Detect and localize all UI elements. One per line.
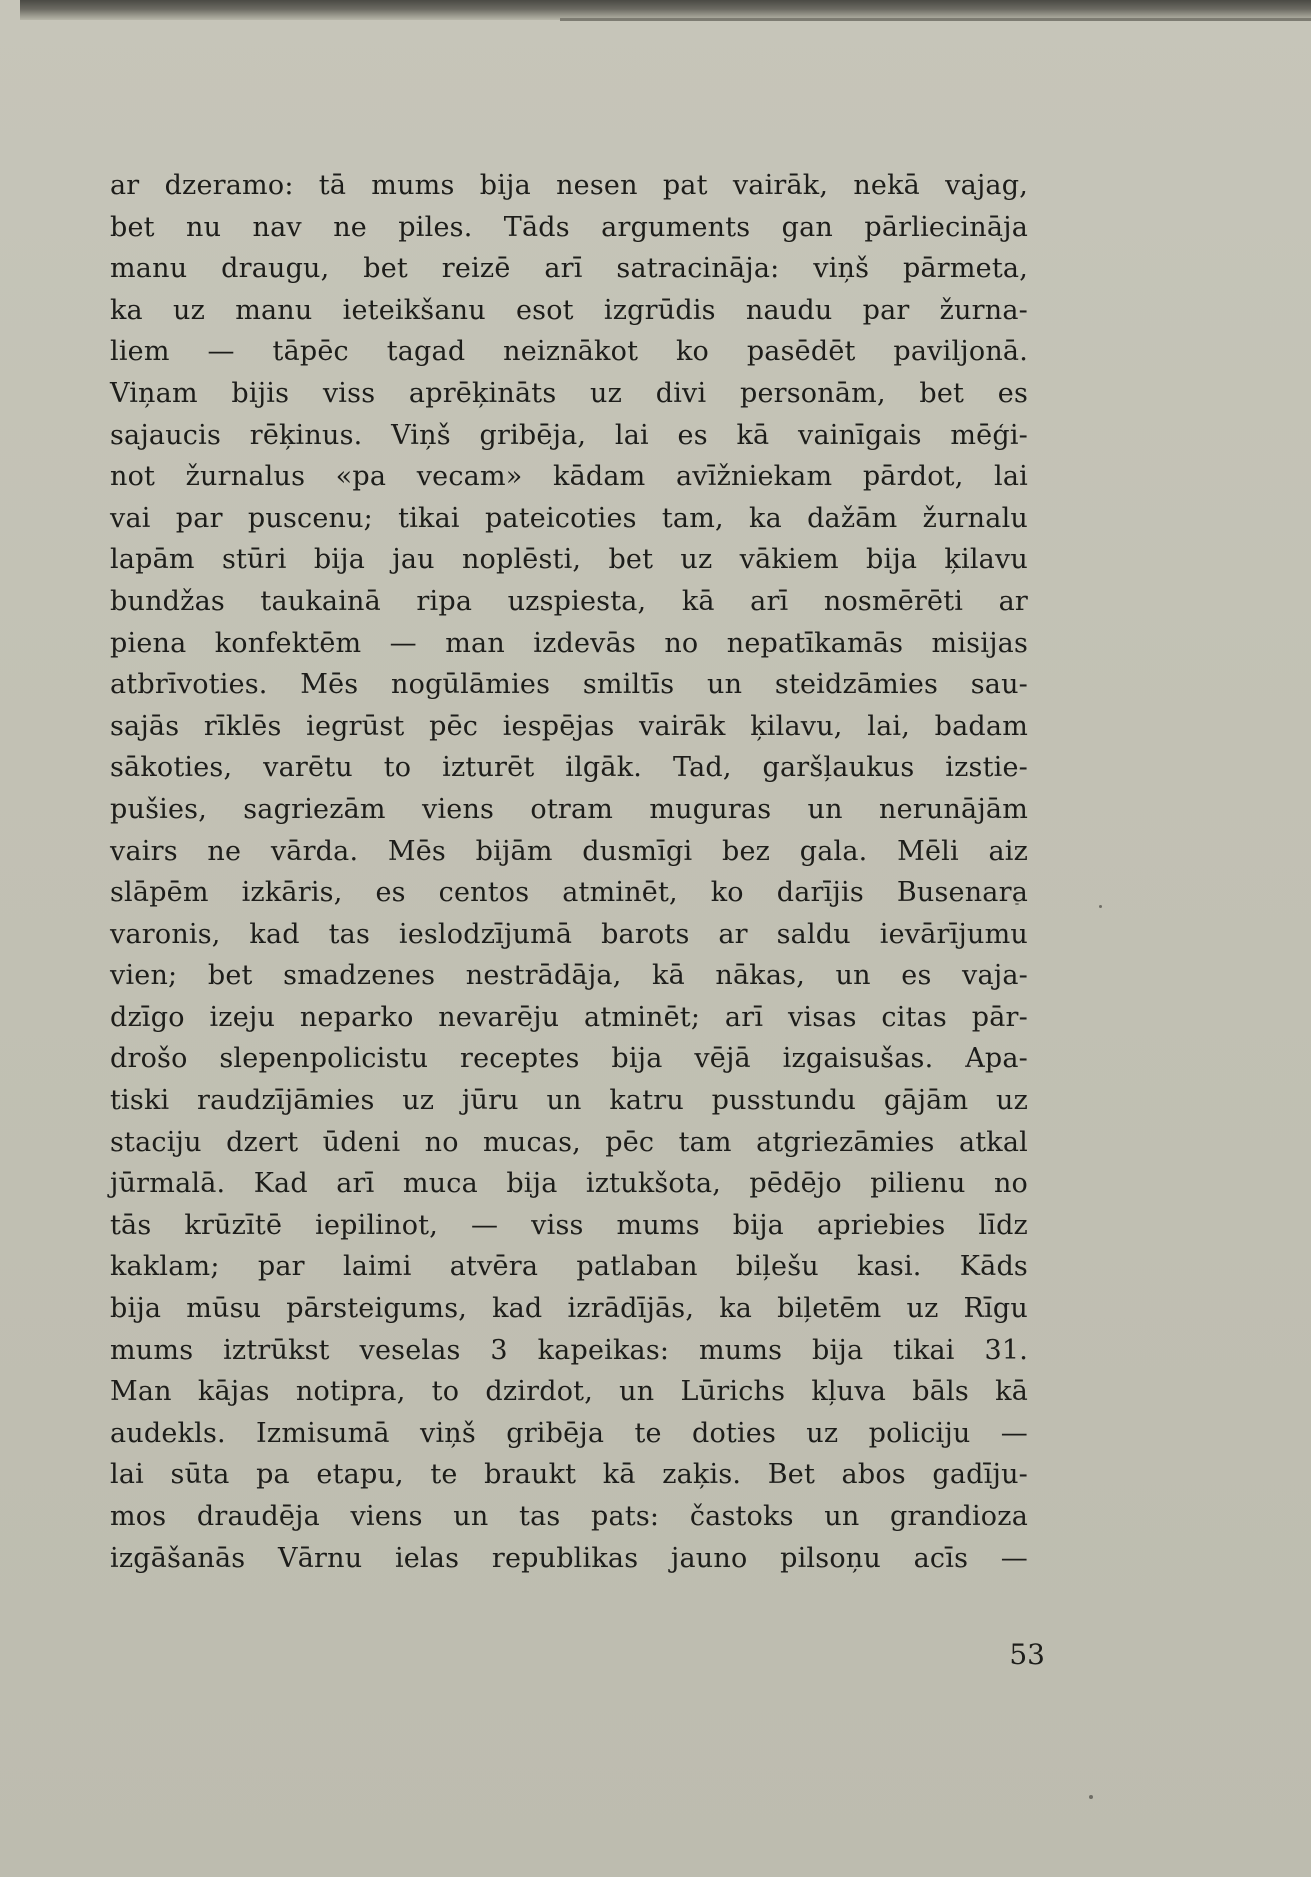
text-line: bundžas taukainā ripa uzspiesta, kā arī nosmērēti ar xyxy=(110,585,1028,617)
page-top-edge xyxy=(20,0,1311,20)
text-line: slāpēm izkāris, es centos atminēt, ko darījis Busenara xyxy=(110,877,1028,909)
text-line: ar dzeramo: tā mums bija nesen pat vairāk, nekā vajag, xyxy=(110,170,1028,201)
text-line: jūrmalā. Kad arī muca bija iztukšota, pēdējo pilienu no xyxy=(110,1168,1028,1200)
page-top-rule xyxy=(560,18,1311,21)
text-line: ka uz manu ieteikšanu esot izgrūdis naudu par žurna- xyxy=(110,294,1028,326)
text-line: sākoties, varētu to izturēt ilgāk. Tad, garšļaukus izstie- xyxy=(110,752,1028,784)
text-line: pušies, sagriezām viens otram muguras un nerunājām xyxy=(110,793,1028,825)
paper-speck xyxy=(1099,905,1102,908)
text-line: drošo slepenpolicistu receptes bija vējā izgaisušas. Apa- xyxy=(110,1043,1028,1075)
page-number: 53 xyxy=(1009,1638,1045,1671)
text-line: liem — tāpēc tagad neiznākot ko pasēdēt paviljonā. xyxy=(110,336,1028,368)
text-line: kaklam; par laimi atvēra patlaban biļešu kasi. Kāds xyxy=(110,1251,1028,1283)
body-text xyxy=(110,165,1028,1579)
text-line: piena konfektēm — man izdevās no nepatīkamās misijas xyxy=(110,627,1028,659)
paper-speck xyxy=(1089,1795,1093,1799)
text-line: sajās rīklēs iegrūst pēc iespējas vairāk ķilavu, lai, badam xyxy=(110,710,1028,742)
text-line: tiski raudzījāmies uz jūru un katru pusstundu gājām uz xyxy=(110,1085,1028,1117)
text-line: vai par puscenu; tikai pateicoties tam, ka dažām žurnalu xyxy=(110,502,1028,534)
text-line: tās krūzītē iepilinot, — viss mums bija apriebies līdz xyxy=(110,1209,1028,1241)
text-line: Man kājas notipra, to dzirdot, un Lūrichs kļuva bāls kā xyxy=(110,1376,1028,1408)
text-line: vien; bet smadzenes nestrādāja, kā nākas, un es vaja- xyxy=(110,960,1028,992)
text-line: lapām stūri bija jau noplēsti, bet uz vākiem bija ķilavu xyxy=(110,544,1028,576)
text-line: dzīgo izeju neparko nevarēju atminēt; arī visas citas pār- xyxy=(110,1001,1028,1033)
text-line: manu draugu, bet reizē arī satracināja: viņš pārmeta, xyxy=(110,253,1028,285)
text-line: bija mūsu pārsteigums, kad izrādījās, ka biļetēm uz Rīgu xyxy=(110,1293,1028,1325)
text-line: mums iztrūkst veselas 3 kapeikas: mums bija tikai 31. xyxy=(110,1334,1028,1366)
text-line: atbrīvoties. Mēs nogūlāmies smiltīs un steidzāmies sau- xyxy=(110,669,1028,701)
text-line: izgāšanās Vārnu ielas republikas jauno pilsoņu acīs — xyxy=(110,1542,1028,1574)
text-line: bet nu nav ne piles. Tāds arguments gan pārliecināja xyxy=(110,211,1028,243)
text-line: mos draudēja viens un tas pats: častoks un grandioza xyxy=(110,1501,1028,1532)
text-line: audekls. Izmisumā viņš gribēja te doties uz policiju — xyxy=(110,1417,1028,1449)
text-line: staciju dzert ūdeni no mucas, pēc tam atgriezāmies atkal xyxy=(110,1126,1028,1158)
text-line: lai sūta pa etapu, te braukt kā zaķis. Bet abos gadīju- xyxy=(110,1459,1028,1491)
text-line: vairs ne vārda. Mēs bijām dusmīgi bez gala. Mēli aiz xyxy=(110,835,1028,867)
text-line: sajaucis rēķinus. Viņš gribēja, lai es kā vainīgais mēģi- xyxy=(110,419,1028,451)
text-line: Viņam bijis viss aprēķināts uz divi personām, bet es xyxy=(110,377,1028,409)
text-line: varonis, kad tas ieslodzījumā barots ar saldu ievārījumu xyxy=(110,918,1028,950)
text-line: not žurnalus «pa vecam» kādam avīžniekam pārdot, lai xyxy=(110,461,1028,493)
